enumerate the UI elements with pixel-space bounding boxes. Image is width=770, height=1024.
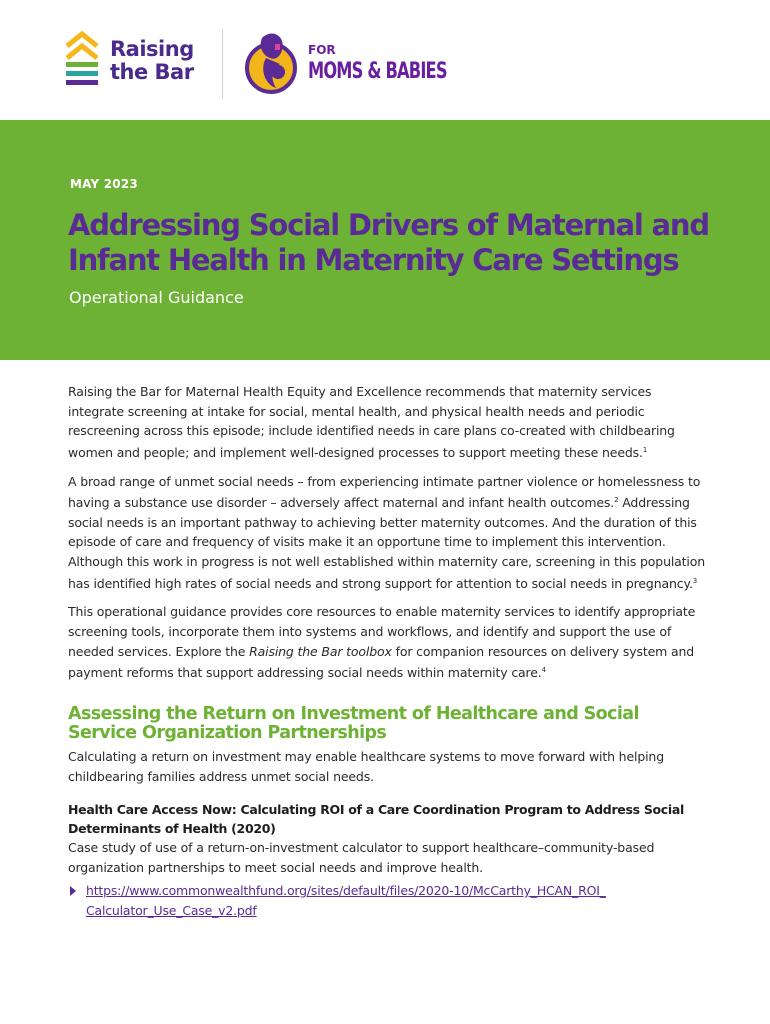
moms-babies-main-text: MOMS & BABIES: [308, 59, 447, 84]
resource-description: Case study of use of a return-on-investment calculator to support healthcare–community-based organization partnerships to meet social needs and improve health.: [68, 840, 655, 875]
section-intro: Calculating a return on investment may enable healthcare systems to move forward with helping childbearing families address unmet social needs.: [68, 748, 664, 784]
document-body: [68, 382, 708, 921]
raising-the-bar-wordmark: [110, 38, 194, 84]
paragraph-2-continued: Addressing social needs is an important pathway to achieving better maternity outcomes. And the duration of this episode of care and frequency of visits make it an opportune time to implement this intervention. Although this work in progress is not well established within maternity care, screening in this population has identified high rates of social needs and strong support for attention to social needs in pregnancy.: [68, 495, 706, 591]
moms-babies-logo[interactable]: [244, 28, 474, 100]
title-banner: [0, 120, 770, 360]
resource-link-row: [68, 881, 708, 920]
intro-paragraph-3: [68, 602, 708, 683]
moms-babies-for-text: FOR: [308, 43, 336, 57]
paragraph-1-text: Raising the Bar for Maternal Health Equity and Excellence recommends that maternity services integrate screening at intake for social, mental health, and physical health needs and periodic rescreening across this episode; include identified needs in care plans co-created with childbearing women and people; and implement well-designed processes to support meeting these needs.: [68, 384, 675, 460]
raising-the-bar-logo[interactable]: [64, 28, 214, 98]
raising-the-bar-line2: the Bar: [110, 60, 194, 84]
raising-the-bar-line1: Raising: [110, 37, 194, 61]
title-line-1: Addressing Social Drivers of Maternal and: [68, 208, 709, 242]
resource-link-line-2[interactable]: Calculator_Use_Case_v2.pdf: [86, 902, 257, 918]
page-title: [68, 208, 748, 278]
page-subtitle: Operational Guidance: [69, 288, 244, 307]
intro-paragraph-1: [68, 382, 708, 463]
toolbox-reference: Raising the Bar toolbox: [249, 643, 392, 659]
bullet-arrow-icon: [70, 886, 76, 896]
footnote-ref-1[interactable]: 1: [642, 445, 648, 454]
resource-title: Health Care Access Now: Calculating ROI of a Care Coordination Program to Address Social Determinants of Health (2020): [68, 802, 685, 837]
section-heading: Assessing the Return on Investment of Healthcare and Social Service Organization Partnerships: [68, 703, 639, 743]
footnote-ref-2[interactable]: 2: [614, 496, 619, 505]
publication-date: MAY 2023: [70, 177, 138, 191]
resource-link-line-1[interactable]: https://www.commonwealthfund.org/sites/default/files/2020-10/McCarthy_HCAN_ROI_: [86, 883, 606, 899]
mother-baby-icon: [244, 28, 300, 98]
logo-divider: [222, 30, 223, 98]
paragraph-3-text-b: for companion resources on delivery system and payment reforms that support addressing social needs within maternity care.: [68, 643, 695, 681]
header: [0, 0, 770, 120]
footnote-ref-3[interactable]: 3: [692, 576, 698, 585]
title-line-2: Infant Health in Maternity Care Settings: [68, 243, 679, 277]
intro-paragraph-2: [68, 472, 708, 594]
footnote-ref-4[interactable]: 4: [541, 666, 546, 675]
paragraph-3-text-a: This operational guidance provides core resources to enable maternity services to identify appropriate screening tools, incorporate them into systems and workflows, and identify and support the use of needed services. Explore the: [68, 604, 696, 659]
raising-the-bar-mark-icon: [64, 30, 100, 88]
paragraph-2-text: A broad range of unmet social needs – from experiencing intimate partner violence or homelessness to having a substance use disorder – adversely affect maternal and infant health outcomes.: [68, 473, 701, 511]
